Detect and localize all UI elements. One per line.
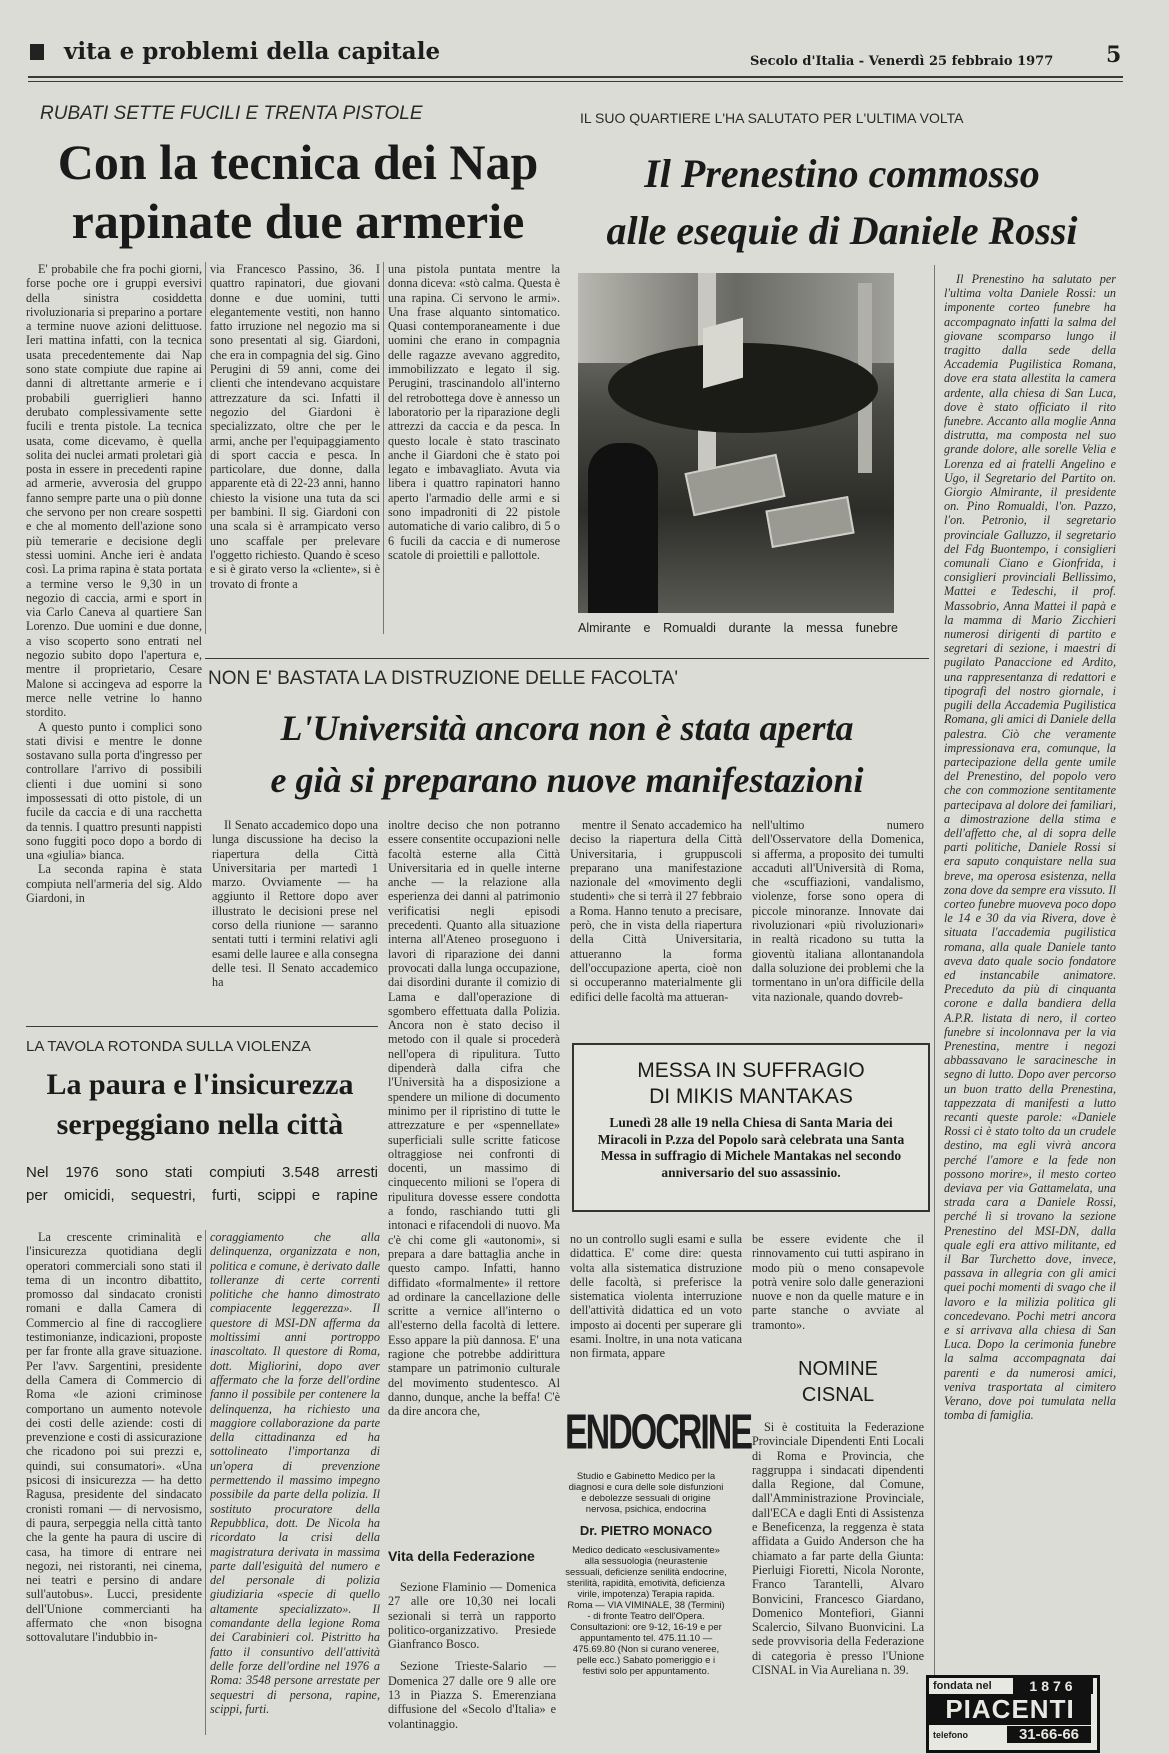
piacenti-ad [926, 1675, 1100, 1753]
nap-col-2-p1: via Francesco Passino, 36. I quattro rapinatori, due giovani donne e due uomini, tutti elegantemente vestiti, non hanno fatto irruzione nel negozio ma si sono presentati al sig. Giardoni, che era in compagnia del sig. Gino Perugini di 59 anni, come dei clienti che intendevano acquistare attrezzature da sci. Infatti il negozio del Giardoni è specializzato, oltre che per le armi, anche per l'equipaggiamento di sport caccia e pesca. In particolare, due donne, dalla apparente età di 22-23 anni, hanno chiesto la visione una tuta da sci per bambini. Il sig. Giardoni con una scala si è arrampicato verso uno scaffale per prelevare l'oggetto richiesto. Quando è sceso e si è girato verso la «cliente», si è trovato di fronte a [210, 262, 380, 591]
federazione-title: Vita della Federazione [388, 1548, 535, 1564]
endocrine-details: Medico dedicato «esclusivamente» alla sessuologia (neurastenie sessuali, deficienze senilità endocrine, sterilità, rapidità, emotività, deficienza virile, impotenza) Terapia rapida. Roma — VIA VIMINALE, 38 (Termini) - di fronte Teatro dell'Opera. Consultazioni: ore 9-12, 16-19 e per appuntamento tel. 475.11.10 — 475.69.80 (Non si curano veneree, pelle ecc.) Sabato pomeriggio e i festivi solo per appuntamento. [565, 1545, 727, 1677]
prenestino-kicker: IL SUO QUARTIERE L'HA SALUTATO PER L'ULTIMA VOLTA [580, 110, 964, 126]
universita-title-1: L'Università ancora non è stata aperta [280, 708, 854, 748]
universita-col-3b-text: no un controllo sugli esami e sulla didattica. E' come dire: questa volta alla sistematica distruzione delle facoltà, si preferisce la sistematica violenta interruzione dell'attività didattica ed un voto imposto ai docenti per superare gli esami. Inoltre, in una nota vaticana non firmata, appare [570, 1232, 742, 1361]
photo-priest [588, 443, 658, 613]
federazione-text-1: Sezione Flaminio — Domenica 27 alle ore 10,30 nei locali sezionali si terrà un rapporto politico-organizzativo. Presiede Gianfranco Bosco. [388, 1580, 556, 1652]
masthead-rule-thin [28, 81, 1123, 82]
tavola-subtitle-2: per omicidi, sequestri, furti, scippi e rapine [26, 1187, 378, 1204]
nap-title-1: Con la tecnica dei Nap [57, 134, 539, 190]
nap-col-1-p1: E' probabile che fra pochi giorni, forse poche ore i gruppi eversivi della sinistra cosiddetta rivoluzionaria si preparino a portare a termine nuove azioni delittuose. Ieri mattina infatti, con la tecnica usata precedentemente dai Nap sono state compiute due rapine ai danni di altrettante armerie e i probabili guerriglieri hanno derubato complessivamente sette fucili e trenta pistole. La tecnica usata, come dicevamo, è quella solita dei nuclei armati proletari già posta in essere in precedenti rapine ad armerie, avverosia del gruppo fanno sempre parte una o più donne che servono per non creare sospetti e che al momento dell'azione sono più temerarie e decisione degli stessi uomini. Anche ieri è andata così. La prima rapina è stata portata a termine verso le 9,30 in un negozio di caccia, armi e sport in via Carlo Caneva al quartiere San Lorenzo. Due uomini e due donne, a viso scoperto sono entrati nel negozio subito dopo l'apertura e, mentre il proprietario, Cesare Malone si accingeva ad esporre la merce nelle vetrine lo hanno stordito. [26, 262, 202, 720]
column-divider [205, 1230, 206, 1735]
nap-col-1-p3: La seconda rapina è stata compiuta nell'armeria del sig. Aldo Giardoni, in [26, 862, 202, 906]
nap-col-1 [26, 262, 202, 1022]
section-marker-icon [30, 44, 44, 60]
federazione-col [388, 1580, 556, 1750]
universita-col-1-text: Il Senato accademico dopo una lunga discussione ha deciso la riapertura della Città Universitaria per martedì 1 marzo. Ovviamente — ha aggiunto il Rettore dopo aver illustrato le decisioni prese nel corso della riunione — saranno sentati tutti i termini relativi agli esami delle lauree e alla consegna delle tesi. Il Senato accademico ha [212, 818, 378, 990]
endocrine-desc: Studio e Gabinetto Medico per la diagnosi e cura delle sole disfunzioni e debolezze sessuali di origine nervosa, psichica, endocrina [568, 1471, 724, 1515]
federazione-text-2: Sezione Trieste-Salario — Domenica 27 dalle ore 9 alle ore 13 in Piazza S. Emerenziana diffusione del «Secolo d'Italia» e volantinaggio. [388, 1659, 556, 1731]
universita-title-2: e già si preparano nuove manifestazioni [270, 760, 864, 800]
page-number: 5 [1106, 42, 1122, 68]
universita-kicker: NON E' BASTATA LA DISTRUZIONE DELLE FACOLTA' [208, 668, 679, 689]
prenestino-col-text: Il Prenestino ha salutato per l'ultima volta Daniele Rossi: un imponente corteo funebre ha accompagnato infatti la salma del giovane scomparso lungo il tragitto dalla sede della Accademia Pugilistica Romana, dove era stata allestita la camera ardente, alla chiesa di San Luca, dove è stato officiato il rito funebre. Accanto alla moglie Anna distrutta, ma composta nel suo grande dolore, alle sorelle Velia e Lorenza ed ai fratelli Angelino e Ugo, il Segretario del Partito on. Giorgio Almirante, il presidente on. Pino Romualdi, l'on. Pazzo, l'on. Petronio, il segretario provinciale Galluzzo, il segretario del Fdg Buontempo, i consiglieri comunali Ciano e Gionfrida, i consiglieri provinciali Bellissimo, Mattei e Tedeschi, il prof. Massobrio, Anna Mattei il papà e la mamma di Mario Zicchieri numerosi dirigenti di partito e segretari di sezione, i maestri di pugilato Panaccione ed Ardito, una rappresentanza di redattori e tipografi del nostro giornale, i pugili della Accademia Pugilistica Romana, gli amici di Daniele della palestra. Ciò che veramente impressionava era, comunque, la partecipazione della gente umile del Prenestino, del popolo vero che con commozione sentitamente partecipava al dolore dei familiari, a dimostrazione della stima e dell'affetto che, al di sopra delle parti politiche, Daniele Rossi si era saputo conquistare nella sua breve, ma operosa esistenza, nella zona dove da sempre era vissuto. Il corteo funebre muoveva poco dopo le 14 e 30 da via Rivera, dove è situata l'accademia pugilistica romana, alla quale Daniele tanto aveva dato quale socio fondatore ed instancabile animatore. Preceduto da più di cinquanta corone e dalla bandiera della A.P.R. listata di nero, il corteo funebre si incolonnava per la via Prenestina, mentre i negozi abbassavano le saracinesche in segno di lutto. Dopo aver percorso un buon tratto della Prenestina, tappezzata di manifesti a lutto recanti queste parole: «Daniele Rossi ci è stato tolto da un crudele destino, ma egli vivrà ancora perché l'amore e la fede non possono morire», il mesto corteo deviava per via Gattamelata, una strada cara a Daniele Rossi, perché lì si trovano la sezione Prenestino del MSI-DN, dalla quale egli era attivo militante, ed il Bar Turchetto dove, invece, passava in allegria con gli amici quei pochi momenti di svago che il lavoro e la milizia politica gli concedevano. Pochi metri ancora e si arrivava alla chiesa di San Luca. Dopo la cerimonia funebre la salma accompagnata dai parenti e da numerosi amici, veniva trasportata al cimitero Verano, dove poi tumulata nella tomba di famiglia. [944, 272, 1116, 1423]
piacenti-name: PIACENTI [929, 1694, 1091, 1725]
tavola-col-2-text: coraggiamento che alla delinquenza, organizzata e non, politica e comune, è derivato dalle tolleranze di certe correnti politiche che hanno dimostrato compiacente leggerezza». Il questore di MSI-DN afferma da moltissimi anni portroppo inascoltato. Il questore di Roma, dott. Migliorini, dopo aver affermato che la forze dell'ordine fanno il possibile per contenere la delinquenza, ha richiesto una maggiore collaborazione da parte della cittadinanza ed ha sottolineato l'importanza di un'opera di prevenzione permettendo il massimo impegno possibile da parte della polizia. Il sostituto procuratore della Repubblica, dott. De Nicola ha ricordato la crisi della magistratura derivata in massima parte dall'esiguità del numero e del personale di polizia giudiziaria «specie di quello altamente specializzato». Il comandante della legione Roma dei Carabinieri col. Pistritto ha fatto il consuntivo dell'attività delle forze dell'ordine nel 1976 a Roma: 3548 persone arrestate per sequestri di persona, rapine, scippi, furti. [210, 1230, 380, 1716]
universita-col-3b [570, 1232, 742, 1397]
piacenti-phone-label: telefono [933, 1730, 968, 1740]
tavola-col-1 [26, 1230, 202, 1735]
endocrine-doctor: Dr. PIETRO MONACO [579, 1523, 713, 1538]
tavola-col-2 [210, 1230, 380, 1735]
universita-col-3-text: mentre il Senato accademico ha deciso la riapertura della Città Universitaria, i gruppuscoli preparano una manifestazione nazionale del «movimento degli studenti» che si terrà il 27 febbraio a Roma. Hanno tenuto a precisare, però, che in vista della riapertura della Città Universitaria, attueranno la forma dell'occupazione aperta, cioè non si occuperanno materialmente gli edifici delle facoltà ma attueran- [570, 818, 742, 1004]
nap-col-3-p1: una pistola puntata mentre la donna diceva: «stò calma. Questa è una rapina. Ci servono le armi». Una frase alquanto sintomatico. Quasi contemporaneamente i due uomini che erano in compagnia delle ragazze avevano aggredito, immobilizzato e legato il sig. Perugini, trascinandolo all'interno del retrobottega dove è annesso un laboratorio per la riparazione degli attrezzi da caccia e da pesca. In questo locale è stato trascinato anche il Giardoni che è stato poi legato e imbavagliato. Avuta via libera i quattro rapinatori hanno aperto l'armadio delle armi e si sono impadroniti di 22 pistole automatiche di vario calibro, di 5 o 6 fucili da caccia e di numerose scatole di proiettili e pallottole. [388, 262, 560, 562]
tavola-title-2: serpeggiano nella città [56, 1108, 344, 1141]
universita-col-3 [570, 818, 742, 1023]
photo-flag [703, 318, 743, 389]
prenestino-title-1: Il Prenestino commosso [644, 151, 1040, 196]
piacenti-year: 1876 [1013, 1678, 1093, 1694]
messa-title-2: DI MIKIS MANTAKAS [649, 1085, 853, 1108]
piacenti-founded: fondata nel [933, 1680, 992, 1692]
section-title: vita e problemi della capitale [64, 38, 441, 65]
funeral-photo [578, 273, 894, 613]
tavola-top-rule [26, 1026, 378, 1027]
universita-col-4b-text: be essere evidente che il rinnovamento cui tutti aspirano in modo più o meno consapevole potrà venire solo dalle generazioni nuove e non da quelle mature e in parte stanche o avviate al tramonto». [752, 1232, 924, 1332]
prenestino-title-2: alle esequie di Daniele Rossi [606, 208, 1078, 253]
messa-box [572, 1043, 930, 1212]
masthead [28, 38, 1123, 80]
universita-col-4b [752, 1232, 924, 1350]
universita-col-1 [212, 818, 378, 998]
nap-title-2: rapinate due armerie [71, 193, 525, 249]
tavola-kicker: LA TAVOLA ROTONDA SULLA VIOLENZA [26, 1038, 311, 1055]
endocrine-title: ENDOCRINE [565, 1405, 752, 1461]
nap-kicker: RUBATI SETTE FUCILI E TRENTA PISTOLE [40, 103, 423, 124]
nap-col-1-p2: A questo punto i complici sono stati divisi e mentre le donne sostavano sulla porta d'ingresso per controllare l'arrivo di possibili clienti i due uomini si sono impossessati di otto pistole, di un fucile da caccia e di una racchetta da tennis. I quattro presunti nappisti sono fuggiti poco dopo a bordo di una «giulia» bianca. [26, 719, 202, 863]
nap-col-3 [388, 262, 560, 634]
cisnal-title-1: NOMINE [798, 1358, 878, 1380]
endocrine-ad [565, 1405, 752, 1753]
cisnal-title-2: CISNAL [801, 1384, 875, 1406]
nap-col-2 [210, 262, 380, 634]
tavola-subtitle-1: Nel 1976 sono stati compiuti 3.548 arresti [26, 1164, 378, 1181]
universita-top-rule [205, 658, 929, 659]
photo-coffin [765, 496, 854, 548]
masthead-rule [28, 76, 1123, 78]
paper-date: Secolo d'Italia - Venerdì 25 febbraio 1977 [750, 54, 1054, 69]
photo-caption: Almirante e Romualdi durante la messa funebre [578, 621, 898, 635]
universita-col-4 [752, 818, 924, 1023]
tavola-col-1-text: La crescente criminalità e l'insicurezza quotidiana degli operatori commerciali sono stati il tema di un incontro dibattito, promosso dal sindacato cronisti romani e dalla Camera di Commercio al fine di raccogliere testimonianze, indicazioni, proposte per far fronte alla grave situazione. Per l'avv. Sargentini, presidente della Camera di Commercio di Roma «le azioni criminose comportano un aumento notevole dei costi delle aziende: costi di prevenzione e costi di assicurazione che ricadono poi sui prezzi e, quindi, sui consumatori». «Una psicosi di insicurezza — ha detto Ragusa, presidente del sindacato cronisti romani — di nervosismo, di paura, serpeggia nella città tanto che la gente ha paura di uscire di casa, ha timore di entrare nei negozi, nei ristoranti, nei cinema, nei teatri e persino di andare sull'autobus». Lucci, presidente dell'Unione commercianti ha affermato che «non bisogna sottovalutare l'indubbio in- [26, 1230, 202, 1645]
universita-col-4-text: nell'ultimo numero dell'Osservatore della Domenica, si afferma, a proposito dei tumulti accaduti all'Università di Roma, che «scuffiazioni, vandalismo, violenze, forse sono opera di piccole minoranze. Innovate dai rivoluzionari «più rivoluzionari» in realtà ricadono su tutta la gioventù italiana allontanandola dalla soluzione dei problemi che la tormentano in un'ora difficile della vita nazionale, quando dovreb- [752, 818, 924, 1004]
cisnal-col [752, 1420, 924, 1750]
photo-crowd [608, 343, 878, 433]
piacenti-phone: 31-66-66 [1007, 1726, 1091, 1743]
column-divider [205, 262, 206, 634]
messa-text: Lunedì 28 alle 19 nella Chiesa di Santa Maria dei Miracoli in P.zza del Popolo sarà celebrata una Santa Messa in suffragio di Michele Mantakas nel secondo anniversario del suo assassinio. [597, 1115, 905, 1180]
column-divider [934, 265, 935, 1745]
column-divider [383, 262, 384, 634]
prenestino-col [944, 272, 1116, 1662]
universita-col-2-text: inoltre deciso che non potranno essere consentite occupazioni nelle facoltà esterne alla Città Universitaria ed in quelle interne anche — la relazione alla esperienza dei danni al patrimonio verificatisi negli episodi precedenti. Quanto alla situazione interna all'Ateneo proseguono i lavori di riparazione dei danni provocati dalla lunga occupazione, dai disordini durante il comizio di Lama e dall'operazione di sgombero effettuata dalla Polizia. Ancora non è stato deciso il metodo con il quale si procederà nell'opera di ripulitura. Tutto dipenderà dalla cifra che l'Università ha a disposizione a spendere un milione di documento minimo per il ripristino di tutte le attrezzature e per «spennellate» superficiali sulle scritte faticose oltraggiose nei confronti di docenti, un massimo di cinquecento milioni se l'opera di ripulitura dovesse essere condotta a fondo, raschiando tutti gli intonaci e rifacendoli di nuovo. Ma c'è chi come gli «autonomi», si prepara a dare battaglia anche in questo campo. Infatti, hanno diffidato «formalmente» il rettore ad ordinare la cancellazione delle scritte a vernice all'interno o all'esterno della facoltà di lettere. Esso appare la più dannosa. E' una ragione che potrebbe addirittura stampare un patrimonio culturale del movimento studentesco. Al danno, dunque, anche la beffa! C'è da dire ancora che, [388, 818, 560, 1419]
tavola-title-1: La paura e l'insicurezza [46, 1068, 354, 1101]
cisnal-text: Si è costituita la Federazione Provinciale Dipendenti Enti Locali di Roma e Provincia, che raggruppa i sindacati dipendenti dalla Regione, dal Comune, dall'Amministrazione Provinciale, dall'ECA e dagli Enti di Assistenza e Beneficenza, la reggenza è stata affidata a Guido Anderson che ha chiamato a far parte della Giunta: Pierluigi Fioretti, Nicola Noronte, Franco Tarantelli, Alvaro Bonvicini, Francesco Giardano, Domenico Montefiori, Gianni Scalercio, Silvano Buonvicini. La sede provvisoria della Federazione di categoria è presso l'Unione CISNAL in Via Aureliana n. 39. [752, 1420, 924, 1678]
messa-title-1: MESSA IN SUFFRAGIO [637, 1059, 865, 1082]
